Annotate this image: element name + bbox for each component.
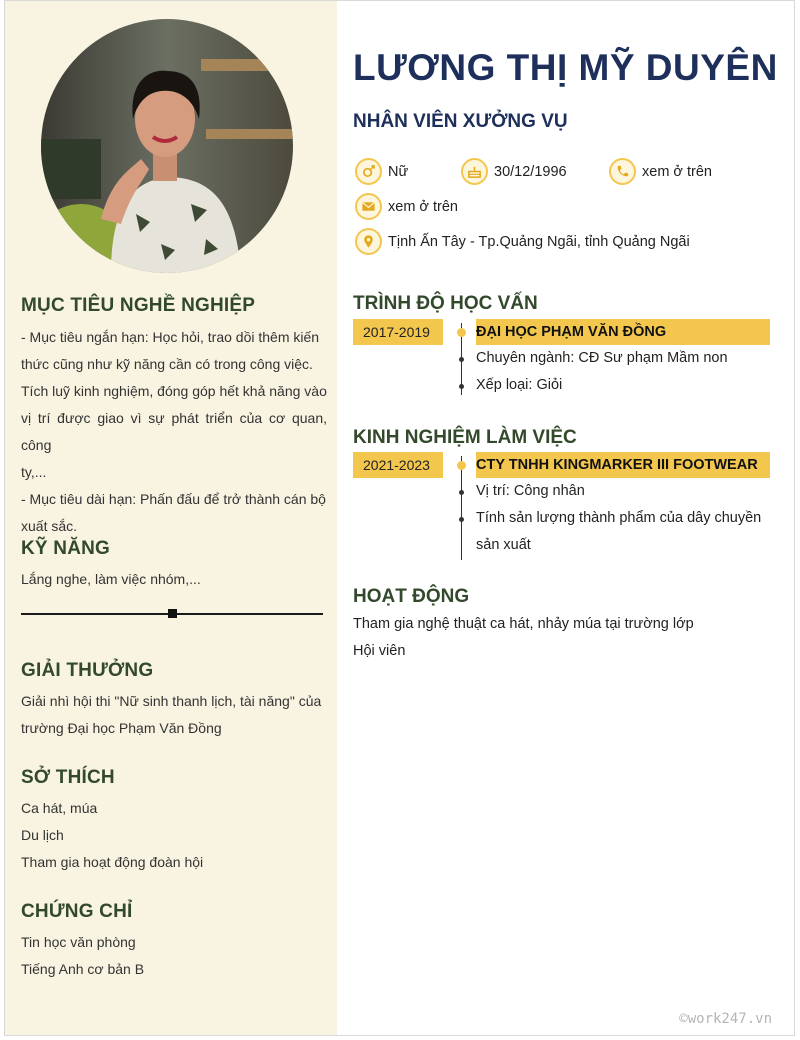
bullet-dot	[459, 517, 464, 522]
objective-line: thức cũng như kỹ năng cần có trong công việc.	[21, 356, 313, 372]
hobbies-title: SỞ THÍCH	[21, 767, 115, 788]
skills-title: KỸ NĂNG	[21, 538, 111, 559]
hobbies-list	[21, 795, 327, 876]
experience-period: 2021-2023	[353, 452, 443, 478]
bullet-dot	[459, 490, 464, 495]
experience-company: CTY TNHH KINGMARKER III FOOTWEAR	[476, 452, 770, 478]
bullet-dot	[459, 357, 464, 362]
experience-timeline	[461, 456, 462, 560]
experience-timeline-dot	[457, 461, 466, 470]
skill-level-marker	[168, 609, 177, 618]
award-line: Giải nhì hội thi "Nữ sinh thanh lịch, tài năng" của	[21, 693, 322, 709]
objective-text	[21, 324, 327, 540]
experience-detail: Vị trí: Công nhân	[476, 483, 585, 499]
objective-line: - Mục tiêu dài hạn: Phấn đấu để trở thành cán bộ	[21, 491, 326, 507]
objective-line: vị trí được giao vì sự phát triển của cơ quan, công	[21, 410, 327, 453]
location-icon	[355, 228, 382, 255]
hobby-item: Ca hát, múa	[21, 800, 98, 816]
activities-title: HOẠT ĐỘNG	[353, 586, 470, 607]
certificates-title: CHỨNG CHỈ	[21, 901, 133, 922]
experience-detail: sản xuất	[476, 537, 531, 553]
education-detail: Chuyên ngành: CĐ Sư phạm Mầm non	[476, 350, 728, 366]
education-detail: Xếp loại: Giỏi	[476, 377, 563, 393]
gender-value: Nữ	[388, 163, 409, 180]
phone-icon	[609, 158, 636, 185]
profile-photo	[41, 19, 293, 273]
watermark: ©work247.vn	[679, 1011, 772, 1027]
objective-line: ty,...	[21, 464, 47, 480]
address-info	[355, 228, 690, 255]
education-title: TRÌNH ĐỘ HỌC VẤN	[353, 293, 538, 314]
birthday-value: 30/12/1996	[494, 163, 567, 180]
experience-detail: Tính sản lượng thành phẩm của dây chuyền	[476, 510, 762, 526]
awards-text	[21, 688, 327, 742]
skills-text: Lắng nghe, làm việc nhóm,...	[21, 571, 201, 587]
certificate-item: Tiếng Anh cơ bản B	[21, 961, 145, 977]
bullet-dot	[459, 384, 464, 389]
activity-item: Tham gia nghệ thuật ca hát, nhảy múa tại trường lớp	[353, 616, 694, 632]
cake-icon	[461, 158, 488, 185]
certificate-item: Tin học văn phòng	[21, 934, 136, 950]
education-school: ĐẠI HỌC PHẠM VĂN ĐỒNG	[476, 319, 770, 345]
hobby-item: Du lịch	[21, 827, 64, 843]
email-value: xem ở trên	[388, 198, 458, 215]
phone-value: xem ở trên	[642, 163, 712, 180]
email-info	[355, 193, 458, 220]
award-line: trường Đại học Phạm Văn Đồng	[21, 720, 222, 736]
cv-page	[4, 0, 795, 1036]
objective-line: xuất sắc.	[21, 518, 78, 534]
birthday-info	[461, 158, 567, 185]
objective-title: MỤC TIÊU NGHỀ NGHIỆP	[21, 295, 256, 316]
mail-icon	[355, 193, 382, 220]
objective-line: Tích luỹ kinh nghiệm, đóng góp hết khả năng vào	[21, 383, 327, 399]
gender-info	[355, 158, 408, 185]
gender-icon	[355, 158, 382, 185]
education-period: 2017-2019	[353, 319, 443, 345]
awards-title: GIẢI THƯỞNG	[21, 660, 154, 681]
candidate-name: LƯƠNG THỊ MỸ DUYÊN	[353, 47, 778, 88]
certificates-list	[21, 929, 327, 983]
phone-info	[609, 158, 712, 185]
job-position: NHÂN VIÊN XƯỞNG VỤ	[353, 111, 568, 132]
objective-line: - Mục tiêu ngắn hạn: Học hỏi, trao dồi thêm kiến	[21, 329, 320, 345]
hobby-item: Tham gia hoạt động đoàn hội	[21, 854, 204, 870]
education-timeline-dot	[457, 328, 466, 337]
sidebar	[5, 1, 337, 1035]
experience-title: KINH NGHIỆM LÀM VIỆC	[353, 427, 577, 448]
activity-item: Hội viên	[353, 643, 406, 659]
address-value: Tịnh Ấn Tây - Tp.Quảng Ngãi, tỉnh Quảng Ngãi	[388, 233, 690, 250]
